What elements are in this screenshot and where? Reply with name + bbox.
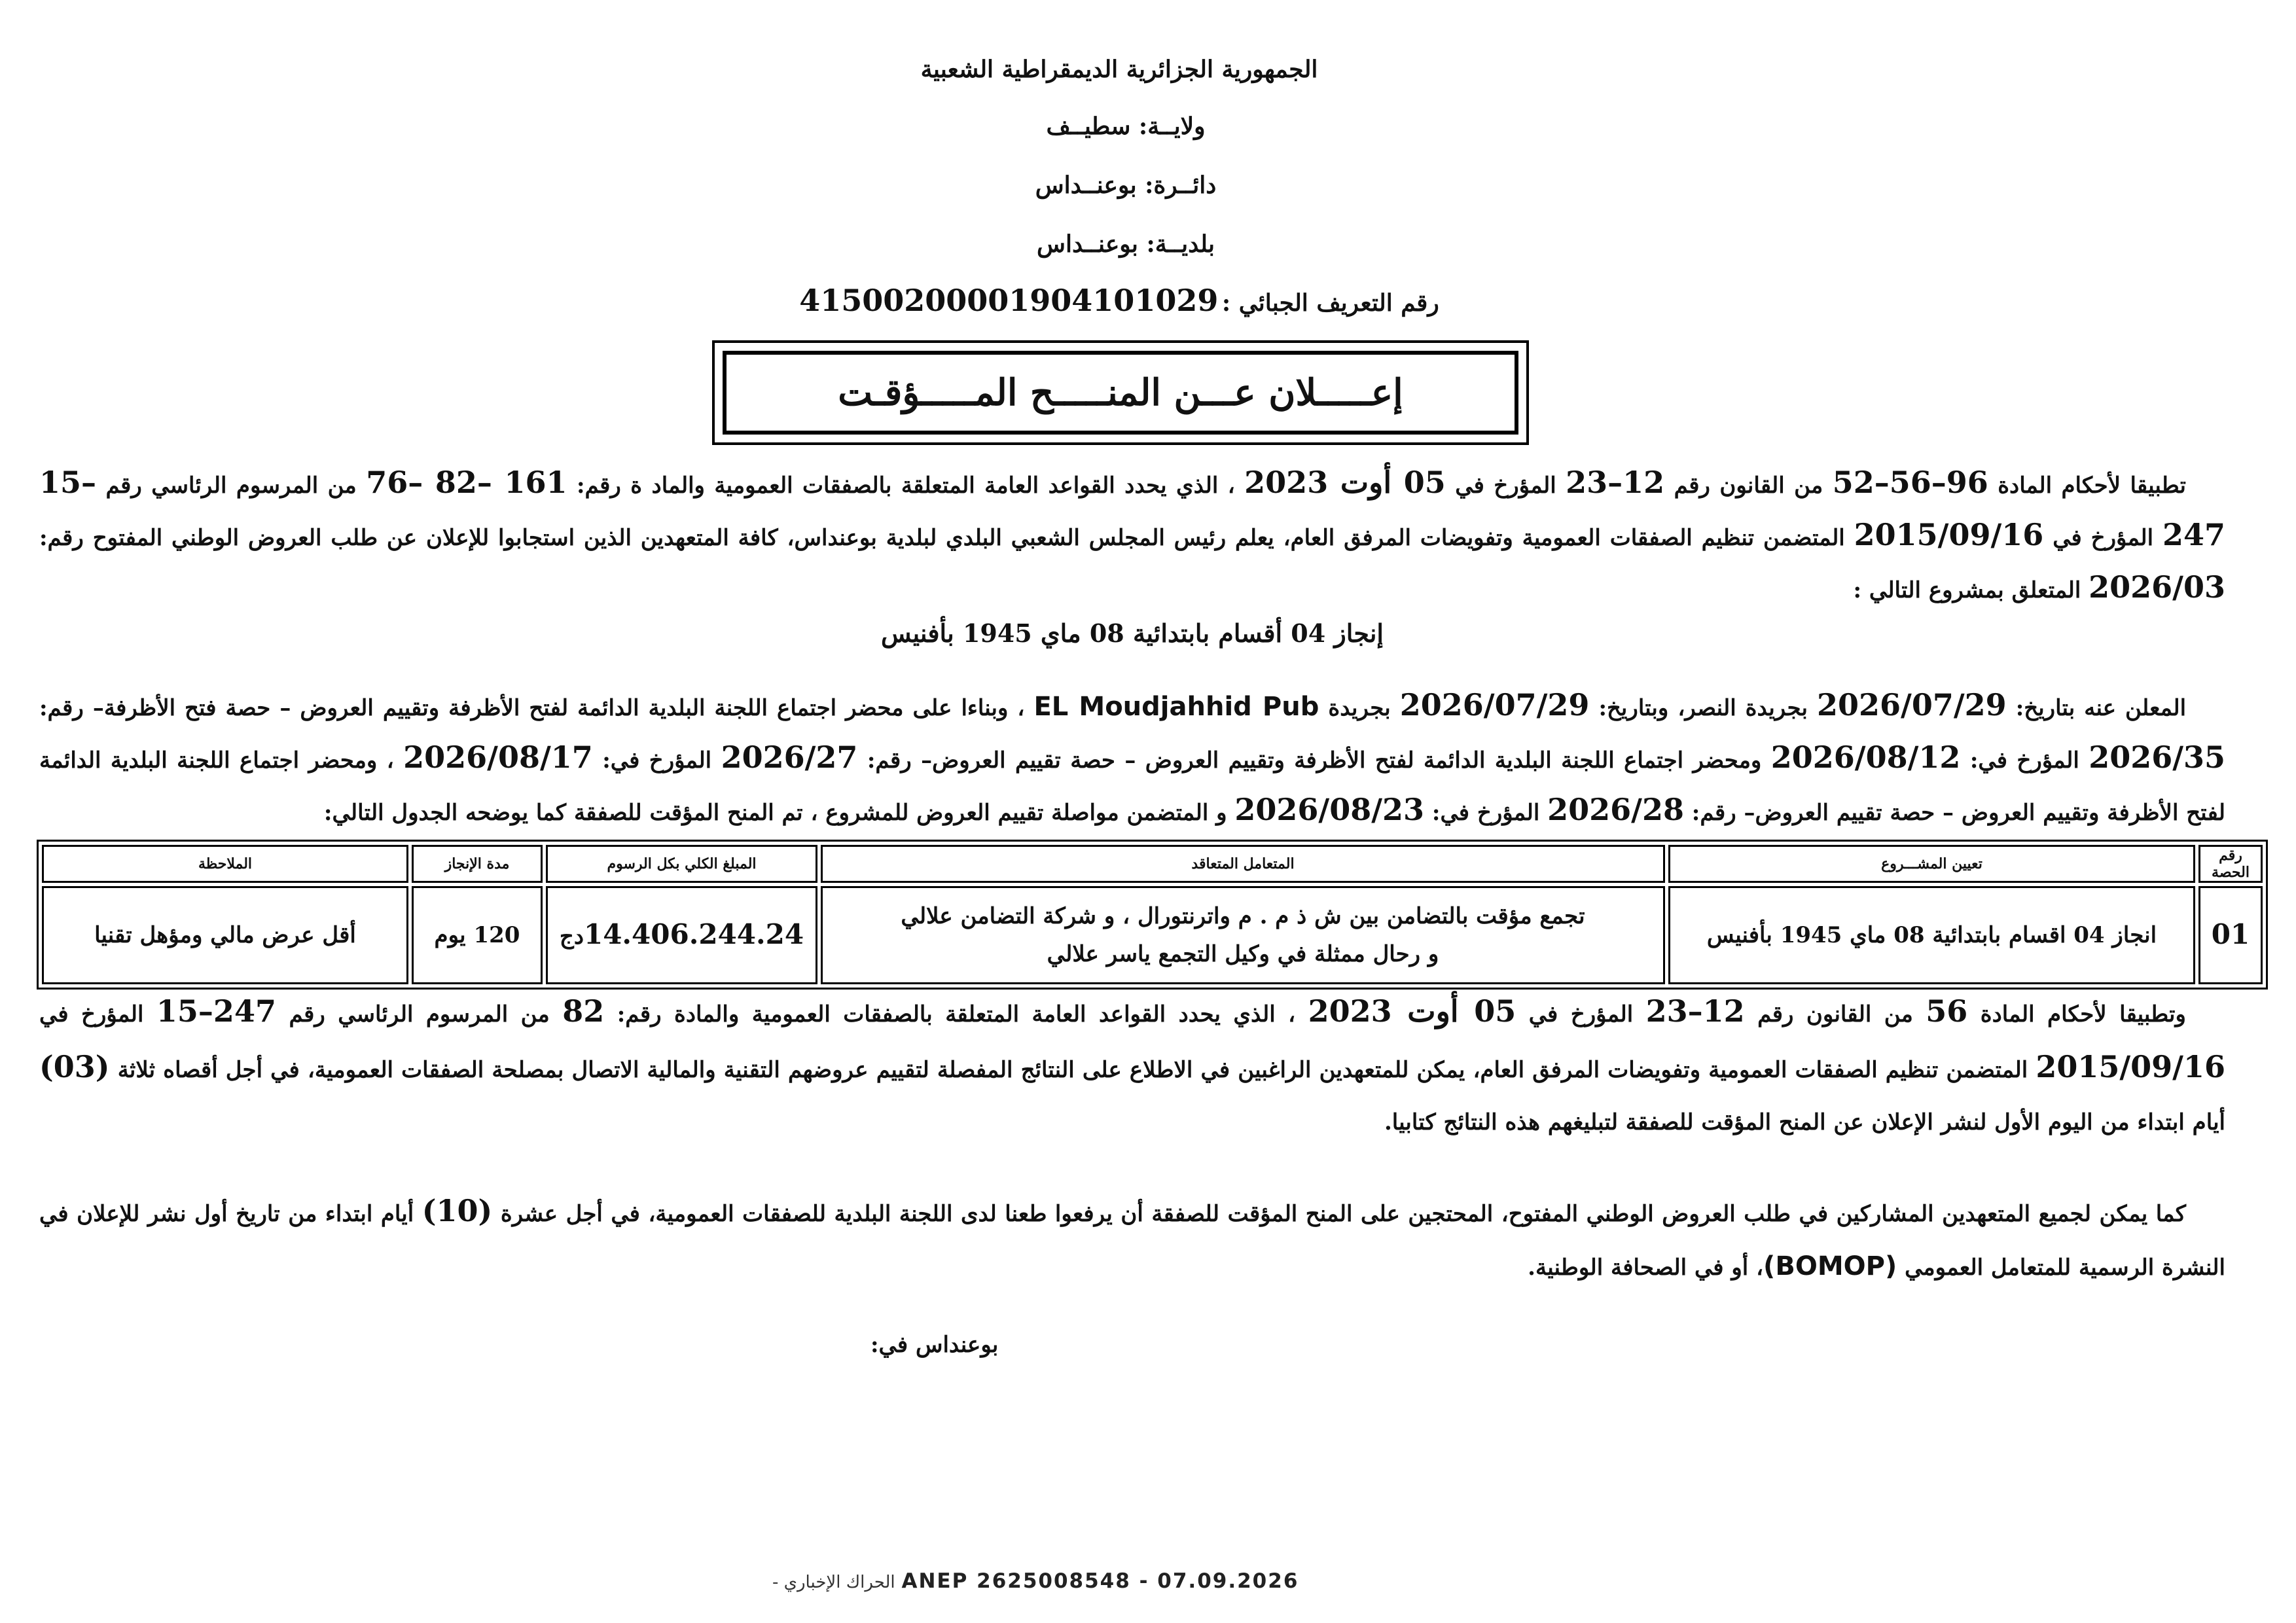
days-03: (03) (39, 1049, 110, 1084)
cell-amount (546, 886, 817, 984)
header-duration: مدة الإنجاز (412, 845, 543, 883)
article-numbers-2: 76– 82– 161 (366, 465, 567, 500)
header-amount: المبلغ الكلي بكل الرسوم (546, 845, 817, 883)
header-project: تعيين المشـــروع (1668, 845, 2195, 883)
cell-contractor (821, 886, 1665, 984)
announcement-title-box (712, 340, 1529, 445)
cell-duration: 120 يوم (412, 886, 543, 984)
tender-number: 2026/03 (2089, 569, 2225, 605)
decree-number: 15–247 (39, 465, 2225, 552)
project-line: إنجاز 04 أقسام بابتدائية 08 ماي 1945 بأفنيس (881, 618, 1384, 648)
publication-date-2: 2026/07/29 (1399, 687, 1590, 722)
newspaper-name: EL Moudjahhid Pub (1033, 692, 1319, 722)
header-lot: رقم الحصة (2198, 845, 2263, 883)
amount-currency: دج (559, 923, 584, 950)
tax-id-line (785, 283, 1453, 318)
table-row (42, 886, 2263, 984)
pv-number-1: 2026/35 (2089, 740, 2226, 775)
contractor-line-2: و رحال ممثلة في وكيل التجمع ياسر علالي (1047, 941, 1439, 967)
cell-note: أقل عرض مالي ومؤهل تقنيا (42, 886, 408, 984)
cell-lot: 01 (2198, 886, 2263, 984)
table-header-row (42, 845, 2263, 883)
footer-newspaper: الحراك الإخباري - (772, 1573, 895, 1592)
publication-paragraph: المعلن عنه بتاريخ: 2026/07/29 بجريدة النصر، وبتاريخ: 2026/07/29 بجريدة EL Moudjahhid Pub ، وبناءا على محضر اجتماع اللجنة البلدية الدائمة لفتح الأظرفة وتقييم العروض – حصة فتح الأظرفة– رقم: 2026/35 المؤرخ في: 2026/08/12 ومحضر اجتماع اللجنة البلدية الدائمة لفتح الأظرفة وتقييم العروض – حصة تقييم العروض– رقم: 2026/27 المؤرخ في: 2026/08/17 ، ومحضر اجتماع اللجنة البلدية الدائمة لفتح الأظرفة وتقييم العروض – حصة تقييم العروض– رقم: 2026/28 المؤرخ في: 2026/08/23 و المتضمن مواصلة تقييم العروض للمشروع ، تم المنح المؤقت للصفقة كما يوضحه الجدول التالي: (39, 687, 2226, 827)
header-note: الملاحظة (42, 845, 408, 883)
tax-id-value: 41500200001904101029 (799, 283, 1219, 318)
pv-number-2: 2026/27 (721, 740, 858, 775)
amount-value: 14.406.244.24 (583, 918, 804, 950)
bomop: (BOMOP) (1763, 1251, 1897, 1281)
cell-project: انجاز 04 اقسام بابتدائية 08 ماي 1945 بأفنيس (1668, 886, 2195, 984)
results-consultation-paragraph: وتطبيقا لأحكام المادة 56 من القانون رقم 23–12 المؤرخ في 05 أوت 2023 ، الذي يحدد القواعد العامة المتعلقة بالصفقات العمومية والمادة رقم: 82 من المرسوم الرئاسي رقم 15–247 المؤرخ في 2015/09/16 المتضمن تنظيم الصفقات العمومية وتفويضات المرفق العام، يمكن للمتعهدين الراغبين في الاطلاع على النتائج المفصلة لتقييم عروضهم التقنية والمالية الاتصال بمصلحة الصفقات العمومية، في أجل أقصاه ثلاثة (03) أيام ابتداء من اليوم الأول لنشر الإعلان عن المنح المؤقت للصفقة لتبليغهم هذه النتائج كتابيا. (39, 993, 2225, 1135)
award-table (37, 840, 2268, 990)
publication-date-1: 2026/07/29 (1817, 687, 2007, 722)
republic-title: الجمهورية الجزائرية الديمقراطية الشعبية (920, 56, 1318, 83)
article-numbers: 52–56–96 (1832, 465, 1988, 500)
footer-anep-code: ANEP 2625008548 - 07.09.2026 (901, 1569, 1299, 1593)
header-contractor: المتعامل المتعاقد (821, 845, 1665, 883)
tax-id-label: رقم التعريف الجبائي : (1221, 289, 1439, 317)
commune-line: بلديــة: بوعنــداس (1037, 230, 1215, 258)
wilaya-line: ولايــة: سطيــف (1046, 113, 1206, 140)
law-number: 23–12 (1566, 465, 1665, 500)
pv-date-3: 2026/08/23 (1234, 792, 1425, 827)
pv-number-3: 2026/28 (1547, 792, 1684, 827)
appeal-paragraph: كما يمكن لجميع المتعهدين المشاركين في طلب العروض الوطني المفتوح، المحتجين على المنح المؤقت للصفقة أن يرفعوا طعنا لدى اللجنة البلدية للصفقات العمومية، في أجل عشرة (10) أيام ابتداء من تاريخ أول نشر للإعلان في النشرة الرسمية للمتعامل العمومي (BOMOP)، أو في الصحافة الوطنية. (39, 1193, 2225, 1281)
days-10: (10) (422, 1193, 493, 1228)
decree-date: 2015/09/16 (1854, 517, 2044, 552)
contractor-line-1: تجمع مؤقت بالتضامن بين ش ذ م . م واترنتورال ، و شركة التضامن علالي (901, 903, 1585, 929)
pv-date-1: 2026/08/12 (1770, 740, 1961, 775)
announcement-title: إعـــــلان عـــن المنـــــح المـــــؤقـت (723, 351, 1518, 435)
pv-date-2: 2026/08/17 (403, 740, 593, 775)
footer-reference (772, 1569, 1299, 1593)
article-56: 56 (1926, 993, 1968, 1029)
intro-paragraph: تطبيقا لأحكام المادة 52–56–96 من القانون رقم 23–12 المؤرخ في 05 أوت 2023 ، الذي يحدد القواعد العامة المتعلقة بالصفقات العمومية والماد ة رقم: 76– 82– 161 من المرسوم الرئاسي رقم 15–247 المؤرخ في 2015/09/16 المتضمن تنظيم الصفقات العمومية وتفويضات المرفق العام، يعلم رئيس المجلس الشعبي البلدي لبلدية بوعنداس، كافة المتعهدين الذين استجابوا للإعلان عن طلب العروض الوطني المفتوح رقم: 2026/03 المتعلق بمشروع التالي : (39, 465, 2225, 605)
daira-line: دائــرة: بوعنــداس (1035, 171, 1217, 199)
law-date: 05 أوت 2023 (1244, 465, 1446, 500)
signoff-place-date: بوعنداس في: (870, 1332, 999, 1358)
